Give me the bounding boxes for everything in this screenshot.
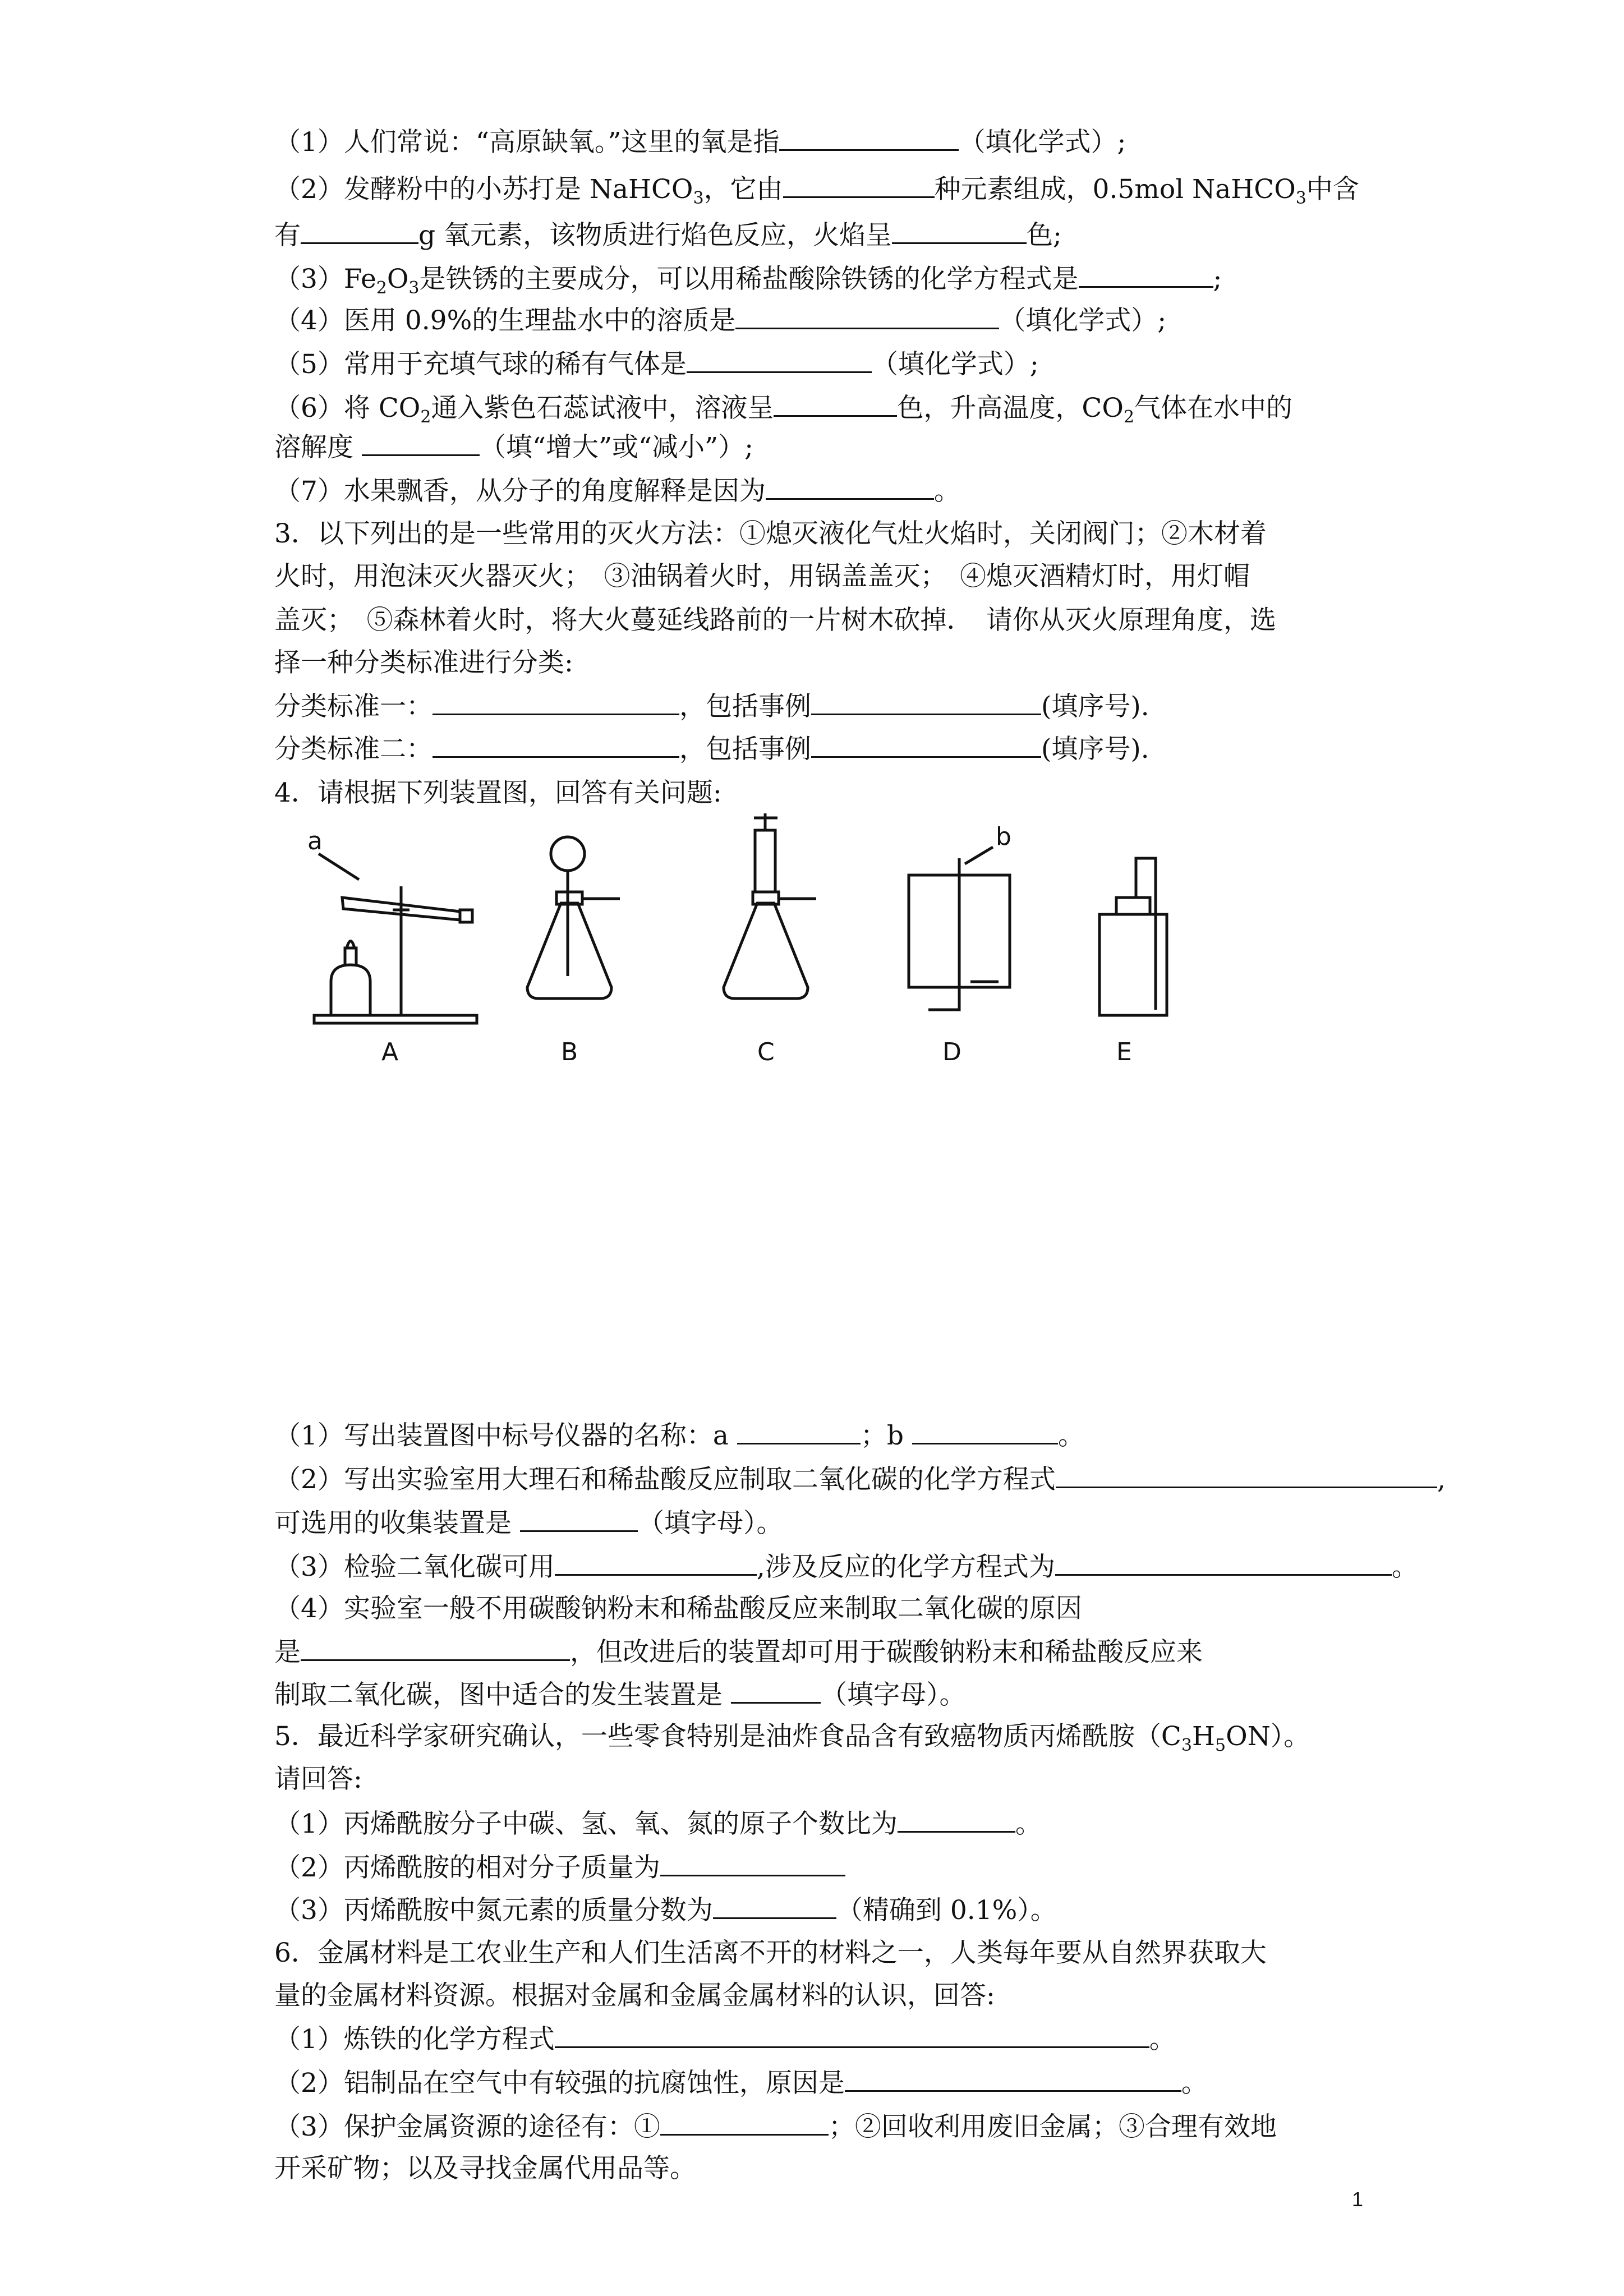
q2-line-5: （4）医用 0.9%的生理盐水中的溶质是 （填化学式）;: [274, 303, 1166, 338]
answer-blank[interactable]: [301, 1635, 570, 1661]
q2-line-7: （6）将 $CO_2$通入紫色石蕊试液中，溶液呈 色，升高温度，$CO_2$气体在水中的: [274, 390, 1292, 434]
q6-line-4: （2）铝制品在空气中有较强的抗腐蚀性，原因是 。: [274, 2065, 1208, 2100]
answer-blank[interactable]: [713, 1893, 836, 1919]
answer-blank[interactable]: [433, 689, 679, 715]
q3-line-4: 择一种分类标准进行分类:: [274, 647, 573, 678]
answer-blank[interactable]: [520, 1506, 638, 1532]
answer-blank[interactable]: [555, 2022, 1149, 2048]
q5-line-3: （1）丙烯酰胺分子中碳、氢、氧、氮的原子个数比为 。: [274, 1806, 1042, 1841]
answer-blank[interactable]: [912, 1418, 1058, 1444]
q4-line-2: （2）写出实验室用大理石和稀盐酸反应制取二氧化碳的化学方程式 ,: [274, 1462, 1446, 1497]
q4-title: 4．请根据下列装置图，回答有关问题:: [274, 777, 722, 808]
answer-blank[interactable]: [433, 731, 679, 758]
q6-line-5: （3）保护金属资源的途径有：① ；②回收利用废旧金属；③合理有效地: [274, 2109, 1277, 2144]
q6-line-6: 开采矿物；以及寻找金属代用品等。: [274, 2153, 696, 2184]
answer-blank[interactable]: [898, 1806, 1015, 1833]
q5-line-1: 5．最近科学家研究确认，一些零食特别是油炸食品含有致癌物质丙烯酰胺$(C_3H_5ON)$。: [274, 1721, 1310, 1755]
q6-line-1: 6．金属材料是工农业生产和人们生活离不开的材料之一，人类每年要从自然界获取大: [274, 1938, 1267, 1968]
apparatus-d-gas-bottle: [909, 822, 1011, 1010]
caption-c: C: [757, 1038, 775, 1066]
page-number: 1: [1352, 2188, 1364, 2211]
answer-blank[interactable]: [1055, 1549, 1392, 1576]
q4-line-1: （1）写出装置图中标号仪器的名称：a ；b 。: [274, 1418, 1084, 1453]
label-b: b: [996, 822, 1011, 851]
q4-line-7: 制取二氧化碳，图中适合的发生装置是 （填字母）。: [274, 1677, 965, 1712]
answer-blank[interactable]: [735, 303, 999, 329]
q2-line-6: （5）常用于充填气球的稀有气体是 （填化学式）;: [274, 347, 1039, 381]
answer-blank[interactable]: [892, 218, 1027, 244]
q4-line-3: 可选用的收集装置是 （填字母）。: [274, 1506, 783, 1540]
q6-line-2: 量的金属材料资源。根据对金属和金属金属材料的认识，回答:: [274, 1980, 995, 2011]
q5-line-4: （2）丙烯酰胺的相对分子质量为: [274, 1850, 845, 1885]
q4-line-4: （3）检验二氧化碳可用 ,涉及反应的化学方程式为 。: [274, 1549, 1418, 1584]
answer-blank[interactable]: [362, 430, 480, 456]
answer-blank[interactable]: [774, 390, 897, 417]
q2-line-9: （7）水果飘香，从分子的角度解释是因为 。: [274, 473, 960, 508]
answer-blank[interactable]: [555, 1549, 757, 1576]
q2-line-3: 有 g 氧元素，该物质进行焰色反应，火焰呈 色;: [274, 218, 1062, 252]
q3-line-6: 分类标准二： ，包括事例 (填序号).: [274, 731, 1149, 766]
answer-blank[interactable]: [783, 172, 935, 198]
q2-line-1: （1）人们常说：“高原缺氧。”这里的氧是指 （填化学式）;: [274, 125, 1126, 159]
label-a: a: [307, 827, 323, 855]
answer-blank[interactable]: [845, 2065, 1181, 2092]
apparatus-a-test-tube-heating: [307, 827, 477, 1023]
answer-blank[interactable]: [737, 1418, 861, 1444]
q2-line-2: （2）发酵粉中的小苏打是 NaHCO$_3$，它由 种元素组成，0.5mol NaHCO$_3$中含: [274, 172, 1359, 215]
caption-a: A: [381, 1038, 399, 1066]
q5-line-5: （3）丙烯酰胺中氮元素的质量分数为 （精确到 0.1%）。: [274, 1893, 1057, 1927]
q3-line-5: 分类标准一： ，包括事例 (填序号).: [274, 689, 1149, 724]
q4-line-6: 是 ，但改进后的装置却可用于碳酸钠粉末和稀盐酸反应来: [274, 1635, 1203, 1669]
caption-e: E: [1116, 1038, 1132, 1066]
q3-line-3: 盖灭； ⑤森林着火时，将大火蔓延线路前的一片树木砍掉． 请你从灭火原理角度，选: [274, 605, 1276, 636]
answer-blank[interactable]: [660, 1850, 845, 1876]
caption-b: B: [561, 1038, 578, 1066]
apparatus-figure: [292, 813, 1200, 1083]
answer-blank[interactable]: [660, 2109, 829, 2136]
apparatus-b-flask-funnel: [527, 837, 620, 999]
q4-line-5: （4）实验室一般不用碳酸钠粉末和稀盐酸反应来制取二氧化碳的原因: [274, 1593, 1082, 1624]
q3-line-2: 火时，用泡沫灭火器灭火； ③油锅着火时，用锅盖盖灭； ④熄灭酒精灯时，用灯帽: [274, 561, 1250, 592]
q6-line-3: （1）炼铁的化学方程式 。: [274, 2022, 1176, 2056]
q5-line-2: 请回答:: [274, 1764, 362, 1795]
answer-blank[interactable]: [1056, 1462, 1437, 1488]
answer-blank[interactable]: [731, 1677, 821, 1704]
answer-blank[interactable]: [766, 473, 934, 500]
q2-line-4: $(3)Fe_2O_3$是铁锈的主要成分，可以用稀盐酸除铁锈的化学方程式是 ;: [274, 261, 1222, 305]
answer-blank[interactable]: [811, 731, 1041, 758]
answer-blank[interactable]: [301, 218, 418, 244]
answer-blank[interactable]: [1079, 261, 1213, 288]
answer-blank[interactable]: [811, 689, 1041, 715]
q2-line-8: 溶解度 （填“增大”或“减小”）;: [274, 430, 753, 464]
apparatus-e-wash-bottle: [1099, 858, 1167, 1015]
apparatus-c-flask-syringe: [724, 813, 816, 999]
q3-line-1: 3．以下列出的是一些常用的灭火方法：①熄灭液化气灶火焰时，关闭阀门；②木材着: [274, 518, 1267, 549]
answer-blank[interactable]: [687, 347, 872, 373]
answer-blank[interactable]: [779, 125, 959, 151]
caption-d: D: [942, 1038, 961, 1066]
